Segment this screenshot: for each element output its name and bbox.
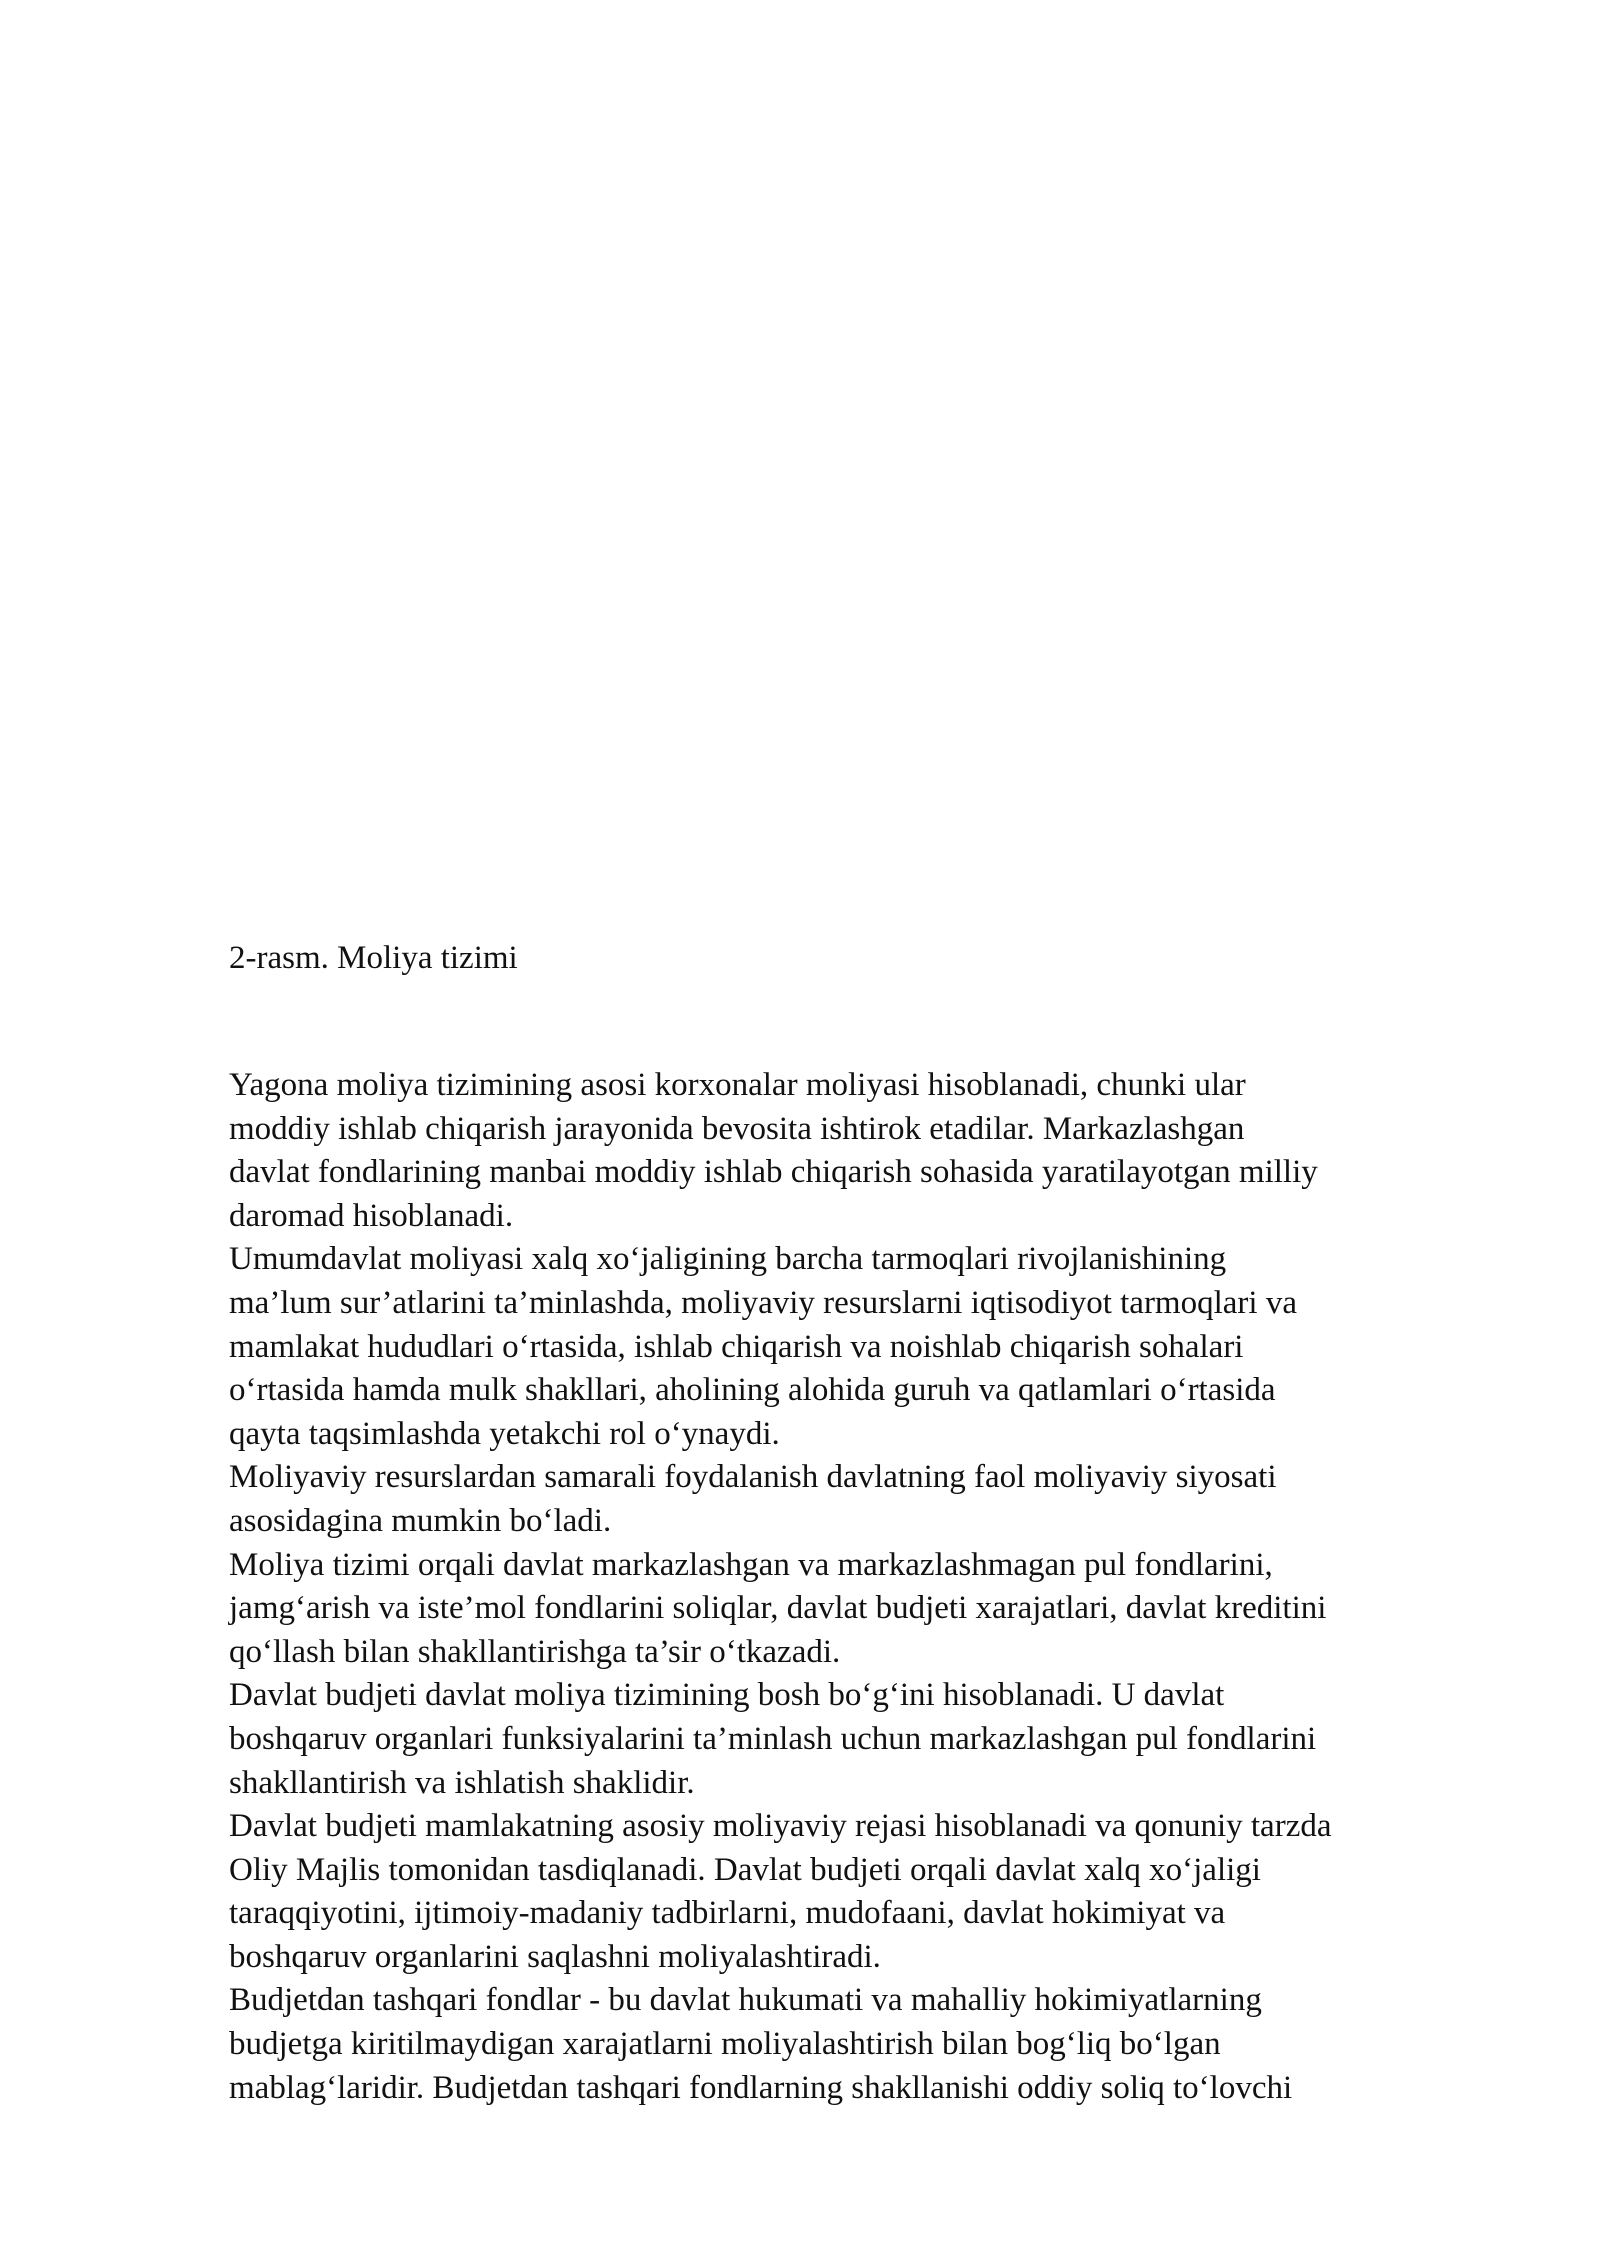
text-line: mablag‘laridir. Budjetdan tashqari fondlarning shakllanishi oddiy soliq to‘lovchi bbox=[229, 2069, 1293, 2106]
text-line: qayta taqsimlashda yetakchi rol o‘ynaydi. bbox=[229, 1415, 780, 1452]
text-line: Davlat budjeti davlat moliya tizimining bosh bo‘g‘ini hisoblanadi. U davlat bbox=[229, 1677, 1225, 1714]
text-line: moddiy ishlab chiqarish jarayonida bevosita ishtirok etadilar. Markazlashgan bbox=[229, 1110, 1245, 1147]
text-line: davlat fondlarining manbai moddiy ishlab chiqarish sohasida yaratilayotgan milliy bbox=[229, 1154, 1318, 1191]
body-text bbox=[229, 1064, 1529, 2110]
text-line: Oliy Majlis tomonidan tasdiqlanadi. Davlat budjeti orqali davlat xalq xo‘jaligi bbox=[229, 1851, 1261, 1888]
text-line: Umumdavlat moliyasi xalq xo‘jaligining barcha tarmoqlari rivojlanishining bbox=[229, 1241, 1227, 1278]
text-line: boshqaruv organlarini saqlashni moliyalashtiradi. bbox=[229, 1938, 881, 1975]
text-line: budjetga kiritilmaydigan xarajatlarni moliyalashtirish bilan bog‘liq bo‘lgan bbox=[229, 2026, 1221, 2063]
text-line: ma’lum sur’atlarini ta’minlashda, moliyaviy resurslarni iqtisodiyot tarmoqlari va bbox=[229, 1284, 1297, 1321]
text-line: qo‘llash bilan shakllantirishga ta’sir o‘tkazadi. bbox=[229, 1633, 841, 1670]
text-line: boshqaruv organlari funksiyalarini ta’minlash uchun markazlashgan pul fondlarini bbox=[229, 1720, 1317, 1757]
text-line: o‘rtasida hamda mulk shakllari, aholining alohida guruh va qatlamlari o‘rtasida bbox=[229, 1372, 1276, 1409]
text-line: Davlat budjeti mamlakatning asosiy moliyaviy rejasi hisoblanadi va qonuniy tarzda bbox=[229, 1808, 1332, 1845]
figure-caption: 2-rasm. Moliya tizimi bbox=[229, 940, 518, 976]
text-line: jamg‘arish va iste’mol fondlarini soliqlar, davlat budjeti xarajatlari, davlat kreditini bbox=[229, 1590, 1327, 1627]
text-line: taraqqiyotini, ijtimoiy-madaniy tadbirlarni, mudofaani, davlat hokimiyat va bbox=[229, 1895, 1226, 1932]
text-line: mamlakat hududlari o‘rtasida, ishlab chiqarish va noishlab chiqarish sohalari bbox=[229, 1328, 1244, 1365]
text-line: Moliyaviy resurslardan samarali foydalanish davlatning faol moliyaviy siyosati bbox=[229, 1459, 1277, 1496]
text-line: Moliya tizimi orqali davlat markazlashgan va markazlashmagan pul fondlarini, bbox=[229, 1546, 1273, 1583]
text-line: Yagona moliya tizimining asosi korxonalar moliyasi hisoblanadi, chunki ular bbox=[229, 1067, 1246, 1103]
text-line: Budjetdan tashqari fondlar - bu davlat hukumati va mahalliy hokimiyatlarning bbox=[229, 1982, 1262, 2019]
text-line: asosidagina mumkin bo‘ladi. bbox=[229, 1502, 612, 1539]
text-line: shakllantirish va ishlatish shaklidir. bbox=[229, 1764, 695, 1801]
text-line: daromad hisoblanadi. bbox=[229, 1197, 514, 1234]
